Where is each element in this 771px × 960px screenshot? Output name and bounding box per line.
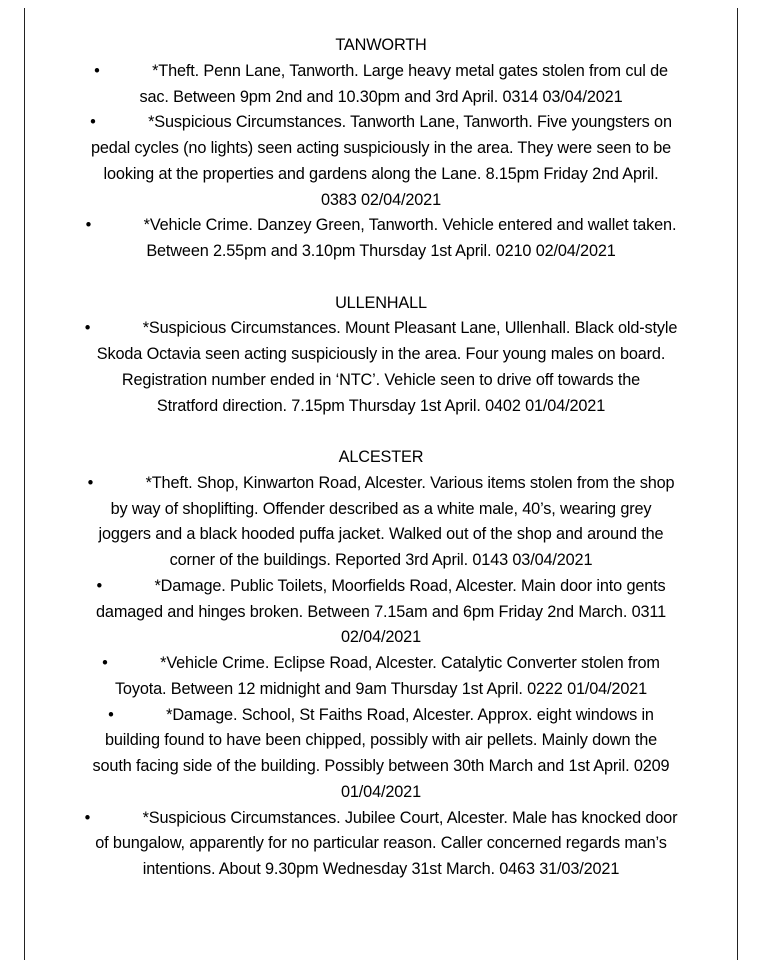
bullet-icon: • bbox=[102, 654, 108, 672]
item-line bbox=[25, 677, 737, 703]
item-line bbox=[25, 471, 737, 497]
item-line bbox=[25, 703, 737, 729]
item-line bbox=[25, 831, 737, 857]
item-line bbox=[25, 600, 737, 626]
item-text: *Theft. Penn Lane, Tanworth. Large heavy metal gates stolen from cul de bbox=[152, 61, 668, 80]
item-line bbox=[25, 857, 737, 883]
item-line bbox=[25, 316, 737, 342]
item-text: *Suspicious Circumstances. Tanworth Lane, Tanworth. Five youngsters on bbox=[148, 113, 672, 132]
list-item bbox=[25, 703, 737, 806]
section-ullenhall bbox=[25, 291, 737, 420]
item-line bbox=[25, 651, 737, 677]
section-heading: TANWORTH bbox=[335, 36, 427, 54]
item-line bbox=[25, 574, 737, 600]
item-line bbox=[25, 780, 737, 806]
item-text: *Vehicle Crime. Danzey Green, Tanworth. Vehicle entered and wallet taken. bbox=[143, 216, 677, 235]
section-heading: ULLENHALL bbox=[335, 293, 427, 312]
item-text: *Damage. Public Toilets, Moorfields Road, Alcester. Main door into gents bbox=[154, 576, 666, 595]
bullet-icon: • bbox=[90, 113, 96, 132]
item-text: south facing side of the building. Possibly between 30th March and 1st April. 0209 bbox=[92, 757, 670, 775]
item-line bbox=[25, 368, 737, 394]
item-text: joggers and a black hooded puffa jacket. Walked out of the shop and around the bbox=[98, 525, 664, 544]
list-item bbox=[25, 213, 737, 265]
item-text: pedal cycles (no lights) seen acting suspiciously in the area. They were seen to be bbox=[90, 139, 672, 157]
section-tanworth bbox=[25, 33, 737, 265]
bullet-icon: • bbox=[94, 61, 100, 80]
item-text: *Suspicious Circumstances. Jubilee Court, Alcester. Male has knocked door bbox=[142, 808, 678, 827]
list-item bbox=[25, 316, 737, 419]
item-text: sac. Between 9pm 2nd and 10.30pm and 3rd April. 0314 03/04/2021 bbox=[139, 87, 623, 106]
item-text: Registration number ended in ‘NTC’. Vehicle seen to drive off towards the bbox=[121, 370, 641, 389]
bullet-icon: • bbox=[84, 808, 91, 827]
page-border-right bbox=[737, 8, 738, 960]
item-text: damaged and hinges broken. Between 7.15am and 6pm Friday 2nd March. 0311 bbox=[96, 602, 666, 621]
item-line bbox=[25, 110, 737, 136]
item-text: Stratford direction. 7.15pm Thursday 1st April. 0402 01/04/2021 bbox=[156, 396, 606, 415]
item-text: of bungalow, apparently for no particular reason. Caller concerned regards man’s bbox=[95, 834, 667, 853]
item-text: 01/04/2021 bbox=[341, 782, 421, 801]
item-text: 0383 02/04/2021 bbox=[321, 190, 441, 209]
item-line bbox=[25, 85, 737, 111]
section-heading: ALCESTER bbox=[338, 448, 424, 466]
list-item bbox=[25, 59, 737, 111]
bullet-icon: • bbox=[87, 473, 94, 492]
item-text: 02/04/2021 bbox=[341, 628, 421, 647]
item-text: building found to have been chipped, possibly with air pellets. Mainly down the bbox=[104, 731, 658, 750]
blank-line bbox=[25, 419, 737, 445]
item-line bbox=[25, 394, 737, 420]
item-line bbox=[25, 728, 737, 754]
item-text: Skoda Octavia seen acting suspiciously in the area. Four young males on board. bbox=[96, 345, 666, 363]
list-item bbox=[25, 806, 737, 883]
item-line bbox=[25, 188, 737, 214]
item-text: Toyota. Between 12 midnight and 9am Thursday 1st April. 0222 01/04/2021 bbox=[114, 679, 648, 698]
item-line bbox=[25, 497, 737, 523]
bullet-icon: • bbox=[108, 705, 114, 724]
list-item bbox=[25, 574, 737, 651]
incident-report-document bbox=[25, 33, 737, 883]
item-line bbox=[25, 239, 737, 265]
item-line bbox=[25, 754, 737, 780]
bullet-icon: • bbox=[84, 319, 91, 338]
item-line bbox=[25, 136, 737, 162]
blank-line bbox=[25, 265, 737, 291]
item-line bbox=[25, 162, 737, 188]
item-text: *Vehicle Crime. Eclipse Road, Alcester. Catalytic Converter stolen from bbox=[160, 654, 660, 672]
item-text: looking at the properties and gardens along the Lane. 8.15pm Friday 2nd April. bbox=[103, 164, 659, 183]
item-line bbox=[25, 806, 737, 832]
item-text: Between 2.55pm and 3.10pm Thursday 1st April. 0210 02/04/2021 bbox=[146, 242, 616, 260]
item-text: *Damage. School, St Faiths Road, Alcester. Approx. eight windows in bbox=[166, 705, 654, 724]
bullet-icon: • bbox=[96, 576, 103, 595]
item-line bbox=[25, 522, 737, 548]
item-text: by way of shoplifting. Offender described as a white male, 40’s, wearing grey bbox=[110, 499, 652, 518]
item-line bbox=[25, 625, 737, 651]
section-alcester bbox=[25, 445, 737, 883]
item-line bbox=[25, 59, 737, 85]
item-text: *Suspicious Circumstances. Mount Pleasant Lane, Ullenhall. Black old-style bbox=[142, 319, 678, 338]
list-item bbox=[25, 471, 737, 574]
list-item bbox=[25, 110, 737, 213]
item-text: *Theft. Shop, Kinwarton Road, Alcester. Various items stolen from the shop bbox=[145, 473, 675, 492]
list-item bbox=[25, 651, 737, 703]
item-text: corner of the buildings. Reported 3rd April. 0143 03/04/2021 bbox=[169, 551, 593, 569]
bullet-icon: • bbox=[85, 216, 92, 235]
item-line bbox=[25, 213, 737, 239]
item-text: intentions. About 9.30pm Wednesday 31st March. 0463 31/03/2021 bbox=[142, 860, 620, 878]
item-line bbox=[25, 548, 737, 574]
item-line bbox=[25, 342, 737, 368]
